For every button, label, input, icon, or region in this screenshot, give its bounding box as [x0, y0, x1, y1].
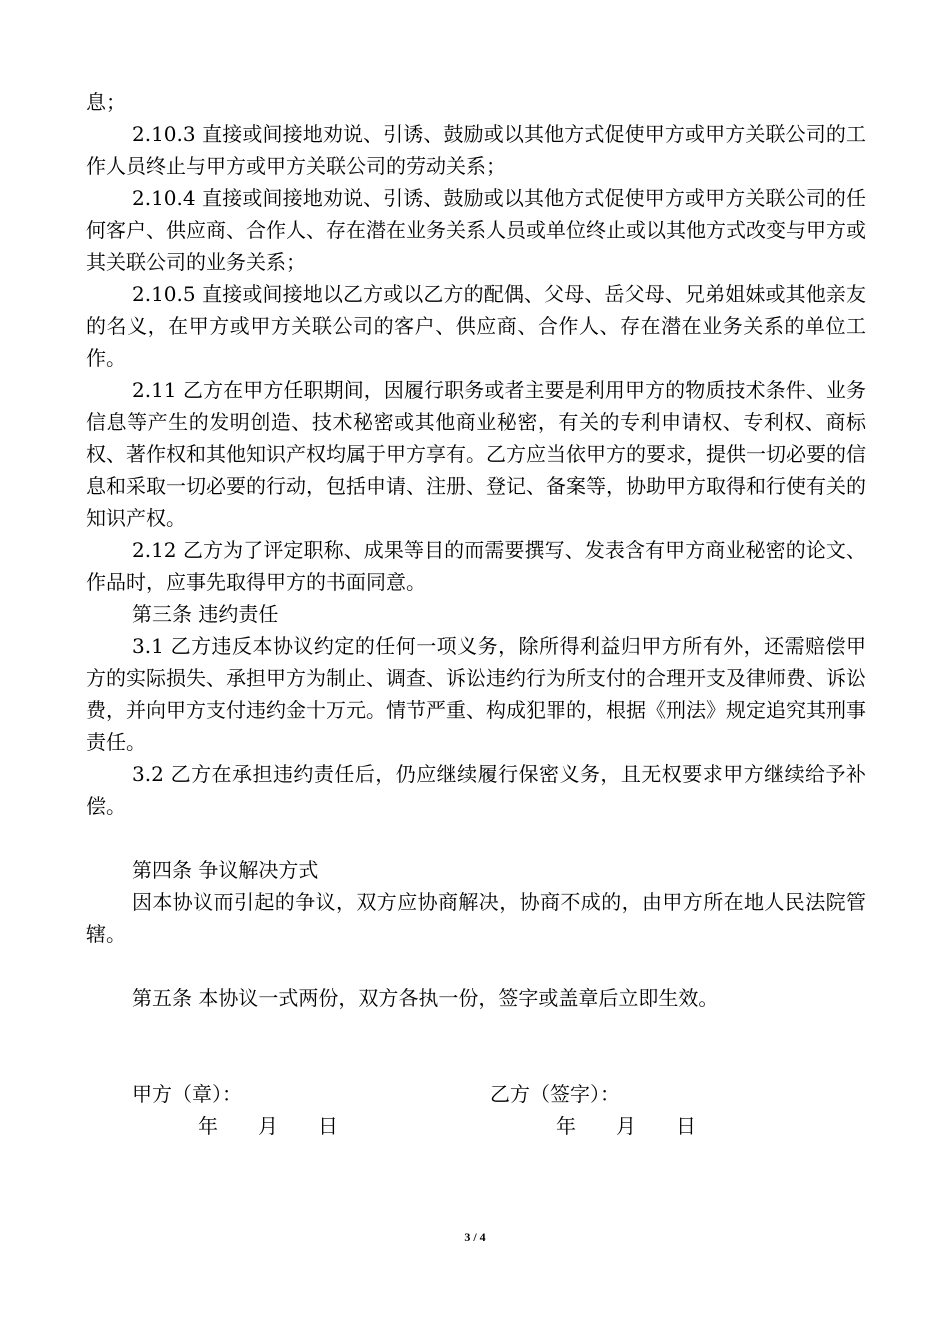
party-a-date: 年 月 日 — [198, 1114, 338, 1138]
party-a-seal-label: 甲方（章）： — [132, 1082, 242, 1106]
clause-2-10-3: 2.10.3 直接或间接地劝说、引诱、鼓励或以其他方式促使甲方或甲方关联公司的工作人员终止与甲方或甲方关联公司的劳动关系； — [86, 122, 866, 178]
spacer — [86, 822, 866, 854]
paragraph-continuation: 息； — [86, 90, 126, 114]
spacer — [86, 950, 866, 982]
clause-3-1: 3.1 乙方违反本协议约定的任何一项义务，除所得利益归甲方所有外，还需赔偿甲方的实际损失、承担甲方为制止、调查、诉讼违约行为所支付的合理开支及律师费、诉讼费，并向甲方支付违约金十万元。情节严重、构成犯罪的，根据《刑法》规定追究其刑事责任。 — [86, 634, 866, 754]
spacer — [86, 1046, 866, 1078]
document-page — [86, 86, 866, 1142]
clause-3-2: 3.2 乙方在承担违约责任后，仍应继续履行保密义务，且无权要求甲方继续给予补偿。 — [86, 762, 866, 818]
clause-2-10-4: 2.10.4 直接或间接地劝说、引诱、鼓励或以其他方式促使甲方或甲方关联公司的任何客户、供应商、合作人、存在潜在业务关系人员或单位终止或以其他方式改变与甲方或其关联公司的业务关系； — [86, 186, 866, 274]
article-5: 第五条 本协议一式两份，双方各执一份，签字或盖章后立即生效。 — [132, 986, 719, 1010]
article-3-title: 第三条 违约责任 — [132, 602, 279, 626]
signature-row — [86, 1078, 866, 1110]
article-4-body: 因本协议而引起的争议，双方应协商解决，协商不成的，由甲方所在地人民法院管辖。 — [86, 890, 866, 946]
clause-2-10-5: 2.10.5 直接或间接地以乙方或以乙方的配偶、父母、岳父母、兄弟姐妹或其他亲友的名义，在甲方或甲方关联公司的客户、供应商、合作人、存在潜在业务关系的单位工作。 — [86, 282, 866, 370]
date-row — [86, 1110, 866, 1142]
clause-2-11: 2.11 乙方在甲方任职期间，因履行职务或者主要是利用甲方的物质技术条件、业务信息等产生的发明创造、技术秘密或其他商业秘密，有关的专利申请权、专利权、商标权、著作权和其他知识产权均属于甲方享有。乙方应当依甲方的要求，提供一切必要的信息和采取一切必要的行动，包括申请、注册、登记、备案等，协助甲方取得和行使有关的知识产权。 — [86, 378, 866, 530]
party-b-date: 年 月 日 — [556, 1114, 696, 1138]
article-4-title: 第四条 争议解决方式 — [132, 858, 319, 882]
spacer — [86, 1014, 866, 1046]
clause-2-12: 2.12 乙方为了评定职称、成果等目的而需要撰写、发表含有甲方商业秘密的论文、作品时，应事先取得甲方的书面同意。 — [86, 538, 866, 594]
party-b-signature-label: 乙方（签字）： — [490, 1082, 620, 1106]
page-number: 3 / 4 — [464, 1230, 486, 1244]
